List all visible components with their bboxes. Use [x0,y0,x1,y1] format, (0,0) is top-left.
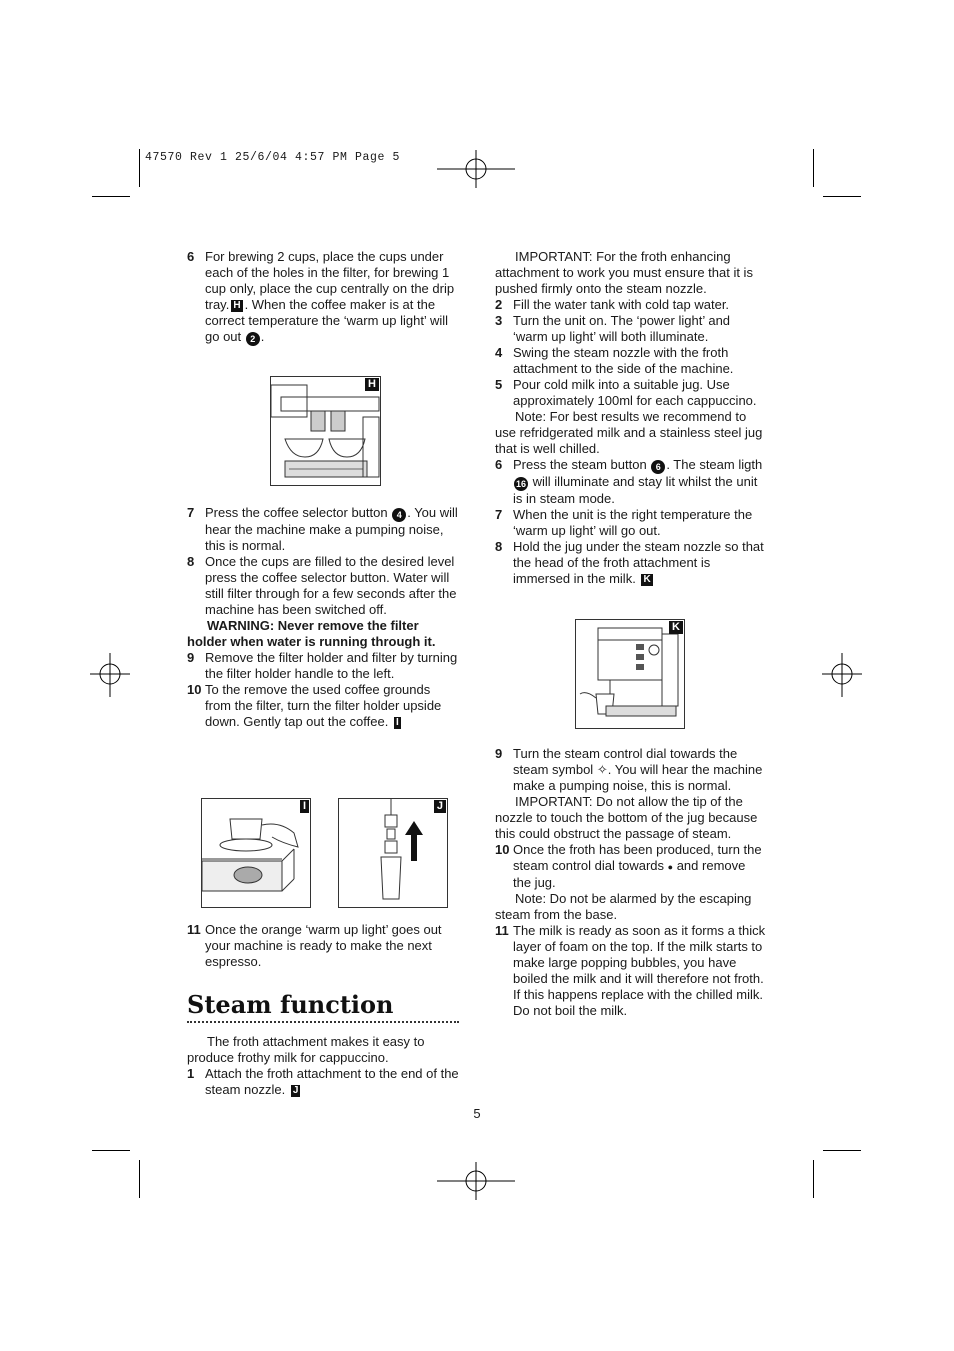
step-text: Remove the filter holder and filter by turning the filter holder handle to the left. [205,650,458,681]
step-text-continued: will illuminate and stay lit whilst the unit is in steam mode. [513,474,758,506]
step-number: 9 [187,650,195,665]
figure-label-h: H [365,378,379,391]
step-number: 10 [187,682,202,697]
step-number: 9 [495,746,503,761]
step-text: To the remove the used coffee grounds from the filter, turn the filter holder upside down. Gently tap out the coffee. [205,682,442,729]
step-number: 2 [495,297,503,312]
warning-text: WARNING: Never remove the filter holder when water is running through it. [187,618,436,649]
step-text: Turn the steam control dial towards the steam symbol [513,746,738,777]
steam-step-7 [495,507,767,539]
steam-step-3 [495,313,767,345]
right-steps-top [495,249,767,587]
frothing-milk-illustration [576,620,684,728]
step-7 [187,505,459,554]
step-text: Fill the water tank with cold tap water. [513,297,730,312]
step-text-continued: . When the coffee maker is at the correct temperature the ‘warm up light’ will go out [205,297,448,344]
step-9 [187,650,459,682]
circled-6-icon: 6 [651,460,665,474]
tap-out-grounds-illustration [202,799,310,907]
steam-step-10 [495,842,767,891]
step-text: Pour cold milk into a suitable jug. Use approximately 100ml for each cappuccino. [513,377,757,408]
steam-step-1 [187,1066,459,1098]
step-number: 1 [187,1066,195,1081]
figure-i [201,798,311,908]
step-text: Once the orange ‘warm up light’ goes out your machine is ready to make the next espresso. [205,922,442,969]
important-text-2: IMPORTANT: Do not allow the tip of the nozzle to touch the bottom of the jug because this could obstruct the passage of steam. [495,794,758,841]
figure-h [270,376,381,486]
circled-4-icon: 4 [392,508,406,522]
step-text-continued: . You will hear the machine make a pumping noise, this is normal. [513,762,763,793]
step-text: Once the cups are filled to the desired level press the coffee selector button. Water will still filter through for a few seconds after the machine has been switched off. [205,554,457,617]
steam-step-2 [495,297,767,313]
page-number: 5 [473,1106,481,1121]
steam-symbol-icon: ✧ [596,762,608,777]
step-text: Swing the steam nozzle with the froth attachment to the side of the machine. [513,345,734,376]
froth-attachment-illustration [339,799,447,907]
step-text-continued: and remove the jug. [513,858,746,890]
step-text: Hold the jug under the steam nozzle so that the head of the froth attachment is immersed in the milk. [513,539,764,586]
registration-mark-left [90,653,130,697]
step-text: When the unit is the right temperature the ‘warm up light’ will go out. [513,507,753,538]
step-8 [187,554,459,618]
registration-mark-right [822,653,862,697]
step-text-mid: . The steam ligth [666,457,763,472]
circled-2-icon: 2 [246,332,260,346]
registration-mark-top [437,150,517,190]
left-step-11 [187,922,459,970]
step-number: 10 [495,842,510,857]
figure-ref-k: K [643,574,651,585]
espresso-cups-illustration [271,377,380,485]
step-10 [187,682,459,730]
section-heading: Steam function [187,990,394,1019]
step-text: Press the steam button [513,457,647,472]
step-number: 4 [495,345,503,360]
figure-ref-h: H [233,300,241,311]
step-number: 7 [187,505,195,520]
step-number: 8 [187,554,195,569]
steam-step-4 [495,345,767,377]
steam-step-11 [495,923,767,1019]
step-number: 11 [187,922,201,937]
step-number: 6 [187,249,195,264]
figure-label-k: K [669,621,683,634]
step-text-continued: . You will hear the machine make a pumping noise, this is normal. [205,505,458,553]
right-steps-bottom [495,746,767,1019]
step-number: 3 [495,313,503,328]
step-text: For brewing 2 cups, place the cups under each of the holes in the filter, for brewing 1 cup only, place the cup centrally on the drip tray. [205,249,455,312]
figure-label-j: J [434,800,446,813]
figure-ref-j: J [292,1085,299,1096]
heading-divider [187,1021,459,1023]
step-text: The milk is ready as soon as it forms a thick layer of foam on the top. If the milk starts to make large popping bubbles, you have boiled the milk and it will therefore not froth. If this happens replace with the chilled milk. Do not boil the milk. [513,923,766,1018]
steam-step-8 [495,539,767,587]
step-number: 7 [495,507,503,522]
circled-16-icon: 16 [515,479,526,489]
step-text: Once the froth has been produced, turn the steam control dial towards [513,842,762,873]
step-number: 5 [495,377,503,392]
step-number: 8 [495,539,503,554]
intro-text: The froth attachment makes it easy to produce frothy milk for cappuccino. [187,1034,425,1065]
note-text-1: Note: For best results we recommend to use refridgerated milk and a stainless steel jug that is well chilled. [495,409,763,456]
step-number: 6 [495,457,503,472]
left-steps-7-11 [187,505,459,730]
figure-k [575,619,685,729]
steam-step-5 [495,377,767,409]
step-text: Turn the unit on. The ‘power light’ and ‘warm up light’ will both illuminate. [513,313,731,344]
left-step-6: 6 For brewing 2 cups, place the cups under each of the holes in the filter, for brewing 1 cup only, place the cup centrally on the drip tray. H . When the coffee maker is at the correct temperature the ‘warm up light’ will go out 2 . [187,249,455,344]
figure-j [338,798,448,908]
steam-step-9 [495,746,767,794]
step-text: Attach the froth attachment to the end of the steam nozzle. [205,1066,459,1097]
figure-ref-i: I [395,717,399,728]
print-slug: 47570 Rev 1 25/6/04 4:57 PM Page 5 [145,151,401,164]
note-text-2: Note: Do not be alarmed by the escaping steam from the base. [495,891,752,922]
step-text: Press the coffee selector button [205,505,388,520]
important-text-1: IMPORTANT: For the froth enhancing attachment to work you must ensure that it is pushed firmly onto the steam nozzle. [495,249,753,296]
step-number: 11 [495,923,509,938]
left-steam-intro [187,1034,459,1098]
steam-step-6 [495,457,767,507]
dot-symbol-icon: ● [667,862,674,872]
registration-mark-bottom [437,1162,517,1202]
figure-label-i: I [300,800,309,813]
